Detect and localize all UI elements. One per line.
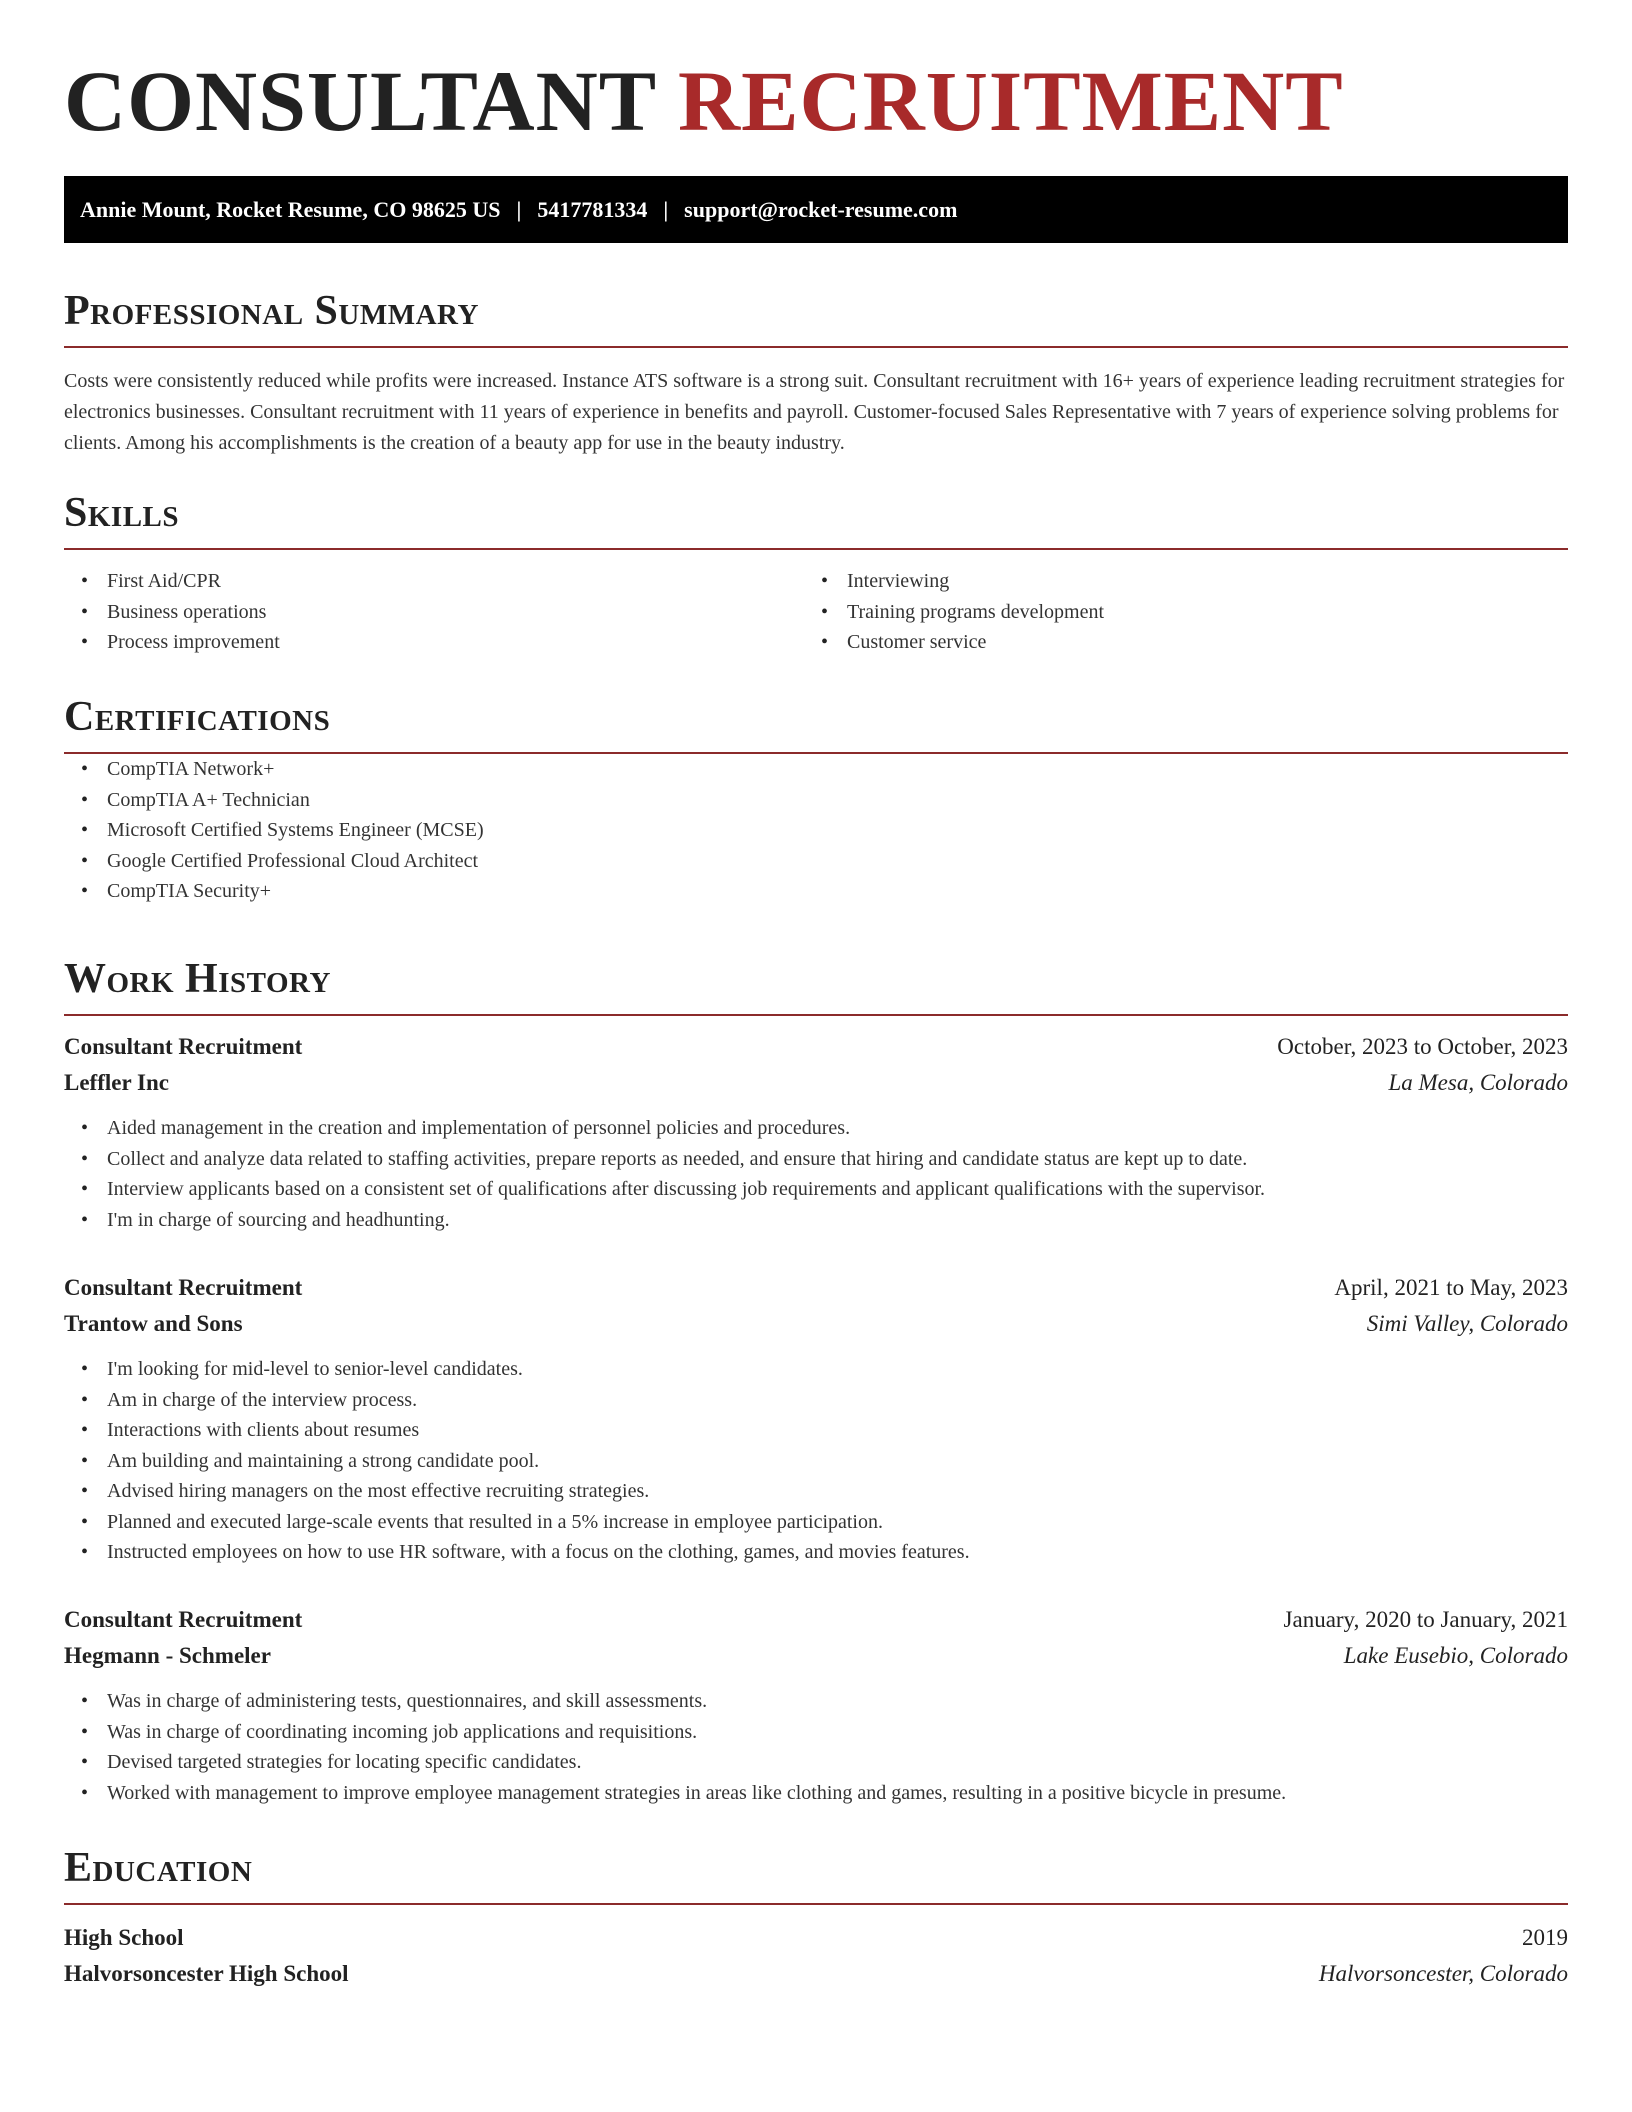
contact-bar — [64, 176, 1568, 243]
resume-title — [64, 53, 1344, 149]
skill-item: • First Aid/CPR — [64, 566, 804, 597]
job-location: Lake Eusebio, Colorado — [1343, 1643, 1568, 1668]
job-bullet: • Aided management in the creation and implementation of personnel policies and procedures. — [64, 1113, 1568, 1144]
certification-item: • Microsoft Certified Systems Engineer (MCSE) — [64, 815, 1568, 846]
section-divider — [64, 346, 1568, 348]
job-bullet: • Instructed employees on how to use HR software, with a focus on the clothing, games, and movies features. — [64, 1537, 1568, 1568]
section-heading-summary: Professional Summary — [64, 288, 479, 334]
skill-item: • Customer service — [804, 627, 1544, 658]
job-entry — [64, 1029, 1568, 1235]
job-company-row — [64, 1065, 1568, 1101]
certification-item: • Google Certified Professional Cloud Architect — [64, 846, 1568, 877]
title-second-word: RECRUITMENT — [678, 53, 1344, 149]
section-divider — [64, 1014, 1568, 1016]
title-first-word: CONSULTANT — [64, 53, 656, 149]
job-title: Consultant Recruitment — [64, 1034, 303, 1059]
section-heading-education: Education — [64, 1845, 253, 1891]
certification-item: • CompTIA Security+ — [64, 876, 1568, 907]
certifications-section — [64, 696, 1568, 907]
education-section — [64, 1847, 1568, 1905]
education-school: Halvorsoncester High School — [64, 1961, 349, 1986]
job-bullet: • Devised targeted strategies for locating specific candidates. — [64, 1747, 1568, 1778]
job-location: La Mesa, Colorado — [1388, 1070, 1568, 1095]
contact-phone: 5417781334 — [537, 196, 648, 222]
section-heading-work-history: Work History — [64, 956, 331, 1002]
job-company-row — [64, 1306, 1568, 1342]
contact-separator: | — [516, 196, 522, 222]
work-history-section — [64, 958, 1568, 1016]
skills-section — [64, 492, 1568, 658]
section-divider — [64, 1903, 1568, 1905]
job-bullet: • I'm in charge of sourcing and headhunting. — [64, 1205, 1568, 1236]
job-header-row — [64, 1029, 1568, 1065]
job-bullet: • Was in charge of administering tests, questionnaires, and skill assessments. — [64, 1686, 1568, 1717]
job-bullet: • Was in charge of coordinating incoming job applications and requisitions. — [64, 1717, 1568, 1748]
job-header-row — [64, 1602, 1568, 1638]
section-divider — [64, 548, 1568, 550]
job-bullets — [64, 1686, 1568, 1808]
skill-item: • Training programs development — [804, 597, 1544, 628]
summary-section — [64, 290, 1568, 459]
job-bullet: • Interactions with clients about resumes — [64, 1415, 1568, 1446]
skill-item: • Process improvement — [64, 627, 804, 658]
certification-item: • CompTIA Network+ — [64, 754, 1568, 785]
job-bullets — [64, 1113, 1568, 1235]
certification-item: • CompTIA A+ Technician — [64, 785, 1568, 816]
job-dates: January, 2020 to January, 2021 — [1283, 1607, 1568, 1632]
job-dates: October, 2023 to October, 2023 — [1277, 1034, 1568, 1059]
skills-grid — [64, 566, 1568, 658]
skills-list-right — [804, 566, 1544, 658]
job-bullet: • Worked with management to improve employee management strategies in areas like clothing and games, resulting in a positive bicycle in presume. — [64, 1778, 1568, 1809]
job-bullet: • Collect and analyze data related to staffing activities, prepare reports as needed, and ensure that hiring and candidate status are kept up to date. — [64, 1144, 1568, 1175]
job-bullet: • Planned and executed large-scale events that resulted in a 5% increase in employee participation. — [64, 1507, 1568, 1538]
section-heading-skills: Skills — [64, 490, 180, 536]
contact-address: Annie Mount, Rocket Resume, CO 98625 US — [80, 196, 501, 222]
section-heading-certifications: Certifications — [64, 694, 331, 740]
contact-separator: | — [663, 196, 669, 222]
skills-list-left — [64, 566, 804, 658]
job-company-row — [64, 1638, 1568, 1674]
job-header-row — [64, 1270, 1568, 1306]
skill-item: • Interviewing — [804, 566, 1544, 597]
job-bullet: • Am in charge of the interview process. — [64, 1385, 1568, 1416]
job-company: Trantow and Sons — [64, 1311, 243, 1336]
education-location: Halvorsoncester, Colorado — [1318, 1961, 1568, 1986]
job-company: Hegmann - Schmeler — [64, 1643, 271, 1668]
certifications-list — [64, 754, 1568, 907]
education-entry — [64, 1920, 1568, 1992]
job-bullet: • Advised hiring managers on the most effective recruiting strategies. — [64, 1476, 1568, 1507]
summary-text: Costs were consistently reduced while profits were increased. Instance ATS software is a strong suit. Consultant recruitment with 16+ years of experience leading recruitment strategies for electronics businesses. Consultant recruitment with 11 years of experience in benefits and payroll. Customer-focused Sales Representative with 7 years of experience solving problems for clients. Among his accomplishments is the creation of a beauty app for use in the beauty industry. — [64, 370, 1565, 454]
job-company: Leffler Inc — [64, 1070, 169, 1095]
contact-email: support@rocket-resume.com — [684, 196, 958, 222]
job-entry — [64, 1270, 1568, 1568]
education-year: 2019 — [1522, 1925, 1568, 1950]
job-location: Simi Valley, Colorado — [1366, 1311, 1568, 1336]
education-header-row — [64, 1920, 1568, 1956]
job-bullet: • Interview applicants based on a consistent set of qualifications after discussing job requirements and applicant qualifications with the supervisor. — [64, 1174, 1568, 1205]
education-degree: High School — [64, 1925, 184, 1950]
job-dates: April, 2021 to May, 2023 — [1334, 1275, 1568, 1300]
job-bullet: • I'm looking for mid-level to senior-level candidates. — [64, 1354, 1568, 1385]
job-entry — [64, 1602, 1568, 1808]
skill-item: • Business operations — [64, 597, 804, 628]
job-title: Consultant Recruitment — [64, 1607, 303, 1632]
job-bullets — [64, 1354, 1568, 1568]
job-bullet: • Am building and maintaining a strong candidate pool. — [64, 1446, 1568, 1477]
job-title: Consultant Recruitment — [64, 1275, 303, 1300]
education-school-row — [64, 1956, 1568, 1992]
